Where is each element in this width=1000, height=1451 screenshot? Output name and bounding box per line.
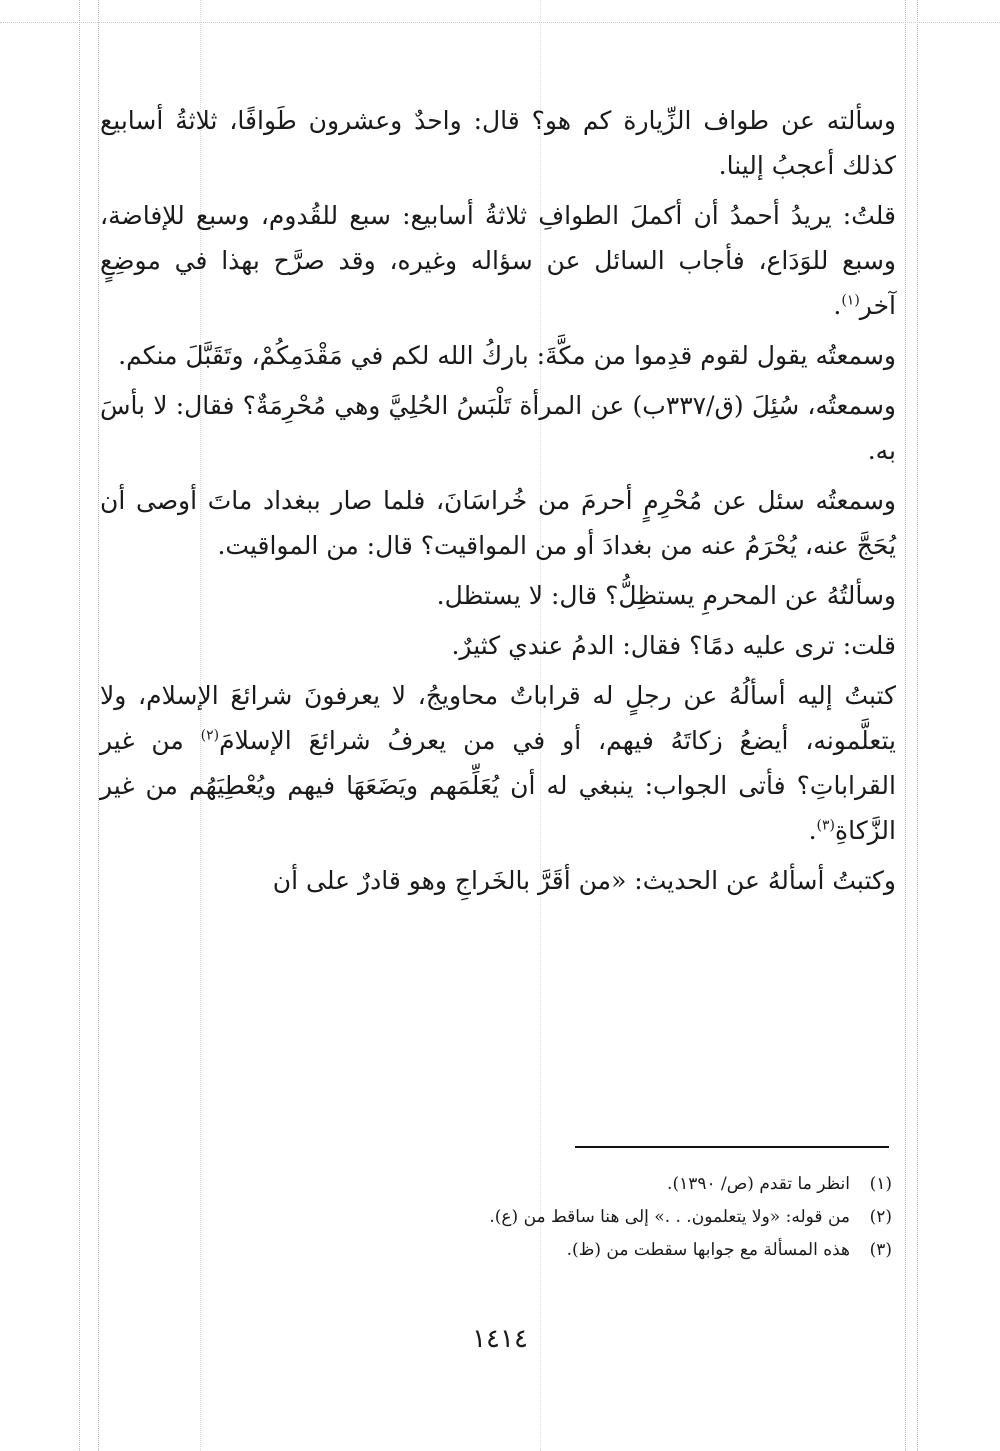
- paragraph-3: وسمعتُه يقول لقوم قدِموا من مكَّةَ: باركُ الله لكم في مَقْدَمِكُمْ، وتَقَبَّلَ منكم.: [118, 341, 896, 370]
- footnote-ref-2[interactable]: (٢): [200, 727, 220, 744]
- footnote-ref-1[interactable]: (١): [841, 292, 860, 309]
- footnote-text: هذه المسألة مع جوابها سقطت من (ظ).: [566, 1240, 850, 1260]
- paragraph-9: وكتبتُ أسألهُ عن الحديث: «من أقَرَّ بالخَراجِ وهو قادرٌ على أن: [272, 866, 896, 895]
- paragraph-1: وسألته عن طواف الزِّيارة كم هو؟ قال: واحدٌ وعشرون طَوافًا، ثلاثةُ أسابيع كذلك أعجبُ إلينا.: [100, 106, 896, 180]
- footnote-number: (١): [869, 1174, 892, 1194]
- footnote-1: [230, 1168, 892, 1201]
- footnote-2: [230, 1201, 892, 1234]
- footnote-number: (٣): [869, 1240, 892, 1260]
- footnote-separator: [575, 1146, 889, 1148]
- main-text: [100, 98, 896, 908]
- paragraph-8: كتبتُ إليه أسألُهُ عن رجلٍ له قراباتٌ محاويجُ، لا يعرفونَ شرائعَ الإسلام، ولا يتعلَّمونه، أيضعُ زكاتَهُ فيهم، أو في من يعرفُ شرائعَ الإسلامَ$^{(٢)}$ من غير القراباتِ؟ فأتى الجواب: ينبغي له أن يُعَلِّمَهم ويَضَعَهَا فيهم ويُعْطِيَهُم من غير الزَّكاةِ$^{(٣)}$.: [100, 681, 896, 845]
- margin-guide-right: [905, 0, 906, 1451]
- footnotes: [230, 1168, 892, 1267]
- footnote-text: من قوله: «ولا يتعلمون. . .» إلى هنا ساقط من (ع).: [489, 1207, 850, 1227]
- margin-guide-top: [0, 22, 1000, 23]
- page-number: ١٤١٤: [472, 1324, 528, 1354]
- margin-guide-left-inner: [98, 0, 99, 1451]
- footnote-number: (٢): [869, 1207, 892, 1227]
- margin-guide-right-outer: [917, 0, 918, 1451]
- paragraph-5: وسمعتُه سئل عن مُحْرِمٍ أحرمَ من خُراسَانَ، فلما صار ببغداد ماتَ أوصى أن يُحَجَّ عنه، يُحْرَمُ عنه من بغدادَ أو من المواقيت؟ قال: من المواقيت.: [100, 486, 896, 560]
- paragraph-2: قلتُ: يريدُ أحمدُ أن أكملَ الطوافِ ثلاثةُ أسابيع: سبع للقُدوم، وسبع للإفاضة، وسبع للوَدَاع، فأجاب السائل عن سؤاله وغيره، وقد صرَّح بهذا في موضِعٍ آخر$^{(١)}$.: [100, 201, 896, 320]
- footnote-text: انظر ما تقدم (ص/ ١٣٩٠).: [667, 1174, 850, 1194]
- paragraph-7: قلت: ترى عليه دمًا؟ فقال: الدمُ عندي كثيرٌ.: [451, 631, 896, 660]
- paragraph-6: وسألتُهُ عن المحرمِ يستظِلُّ؟ قال: لا يستظل.: [436, 581, 896, 610]
- margin-guide-left: [79, 0, 80, 1451]
- footnote-3: [230, 1234, 892, 1267]
- footnote-ref-3[interactable]: (٣): [816, 817, 836, 834]
- paragraph-4: وسمعتُه، سُئِلَ (ق/٣٣٧ب) عن المرأة تَلْبَسُ الحُلِيَّ وهي مُحْرِمَةٌ؟ فقال: لا بأسَ به.: [100, 391, 896, 465]
